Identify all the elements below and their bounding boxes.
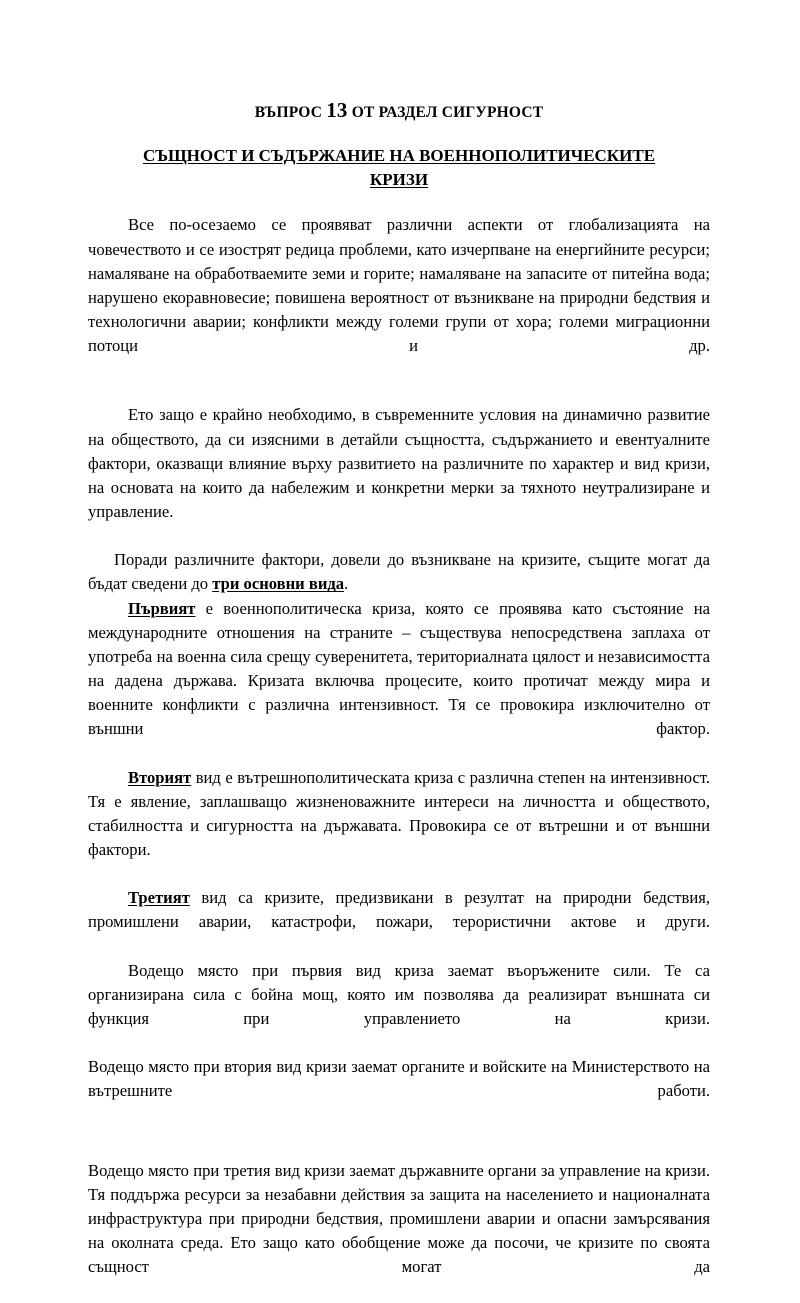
paragraph-three-types-text-before: Поради различните фактори, довели до възникване на кризите, същите могат да бъдат сведени до xyxy=(88,550,710,594)
page-subtitle xyxy=(88,144,710,192)
page-subtitle-line-2: КРИЗИ xyxy=(369,170,429,190)
emphasis-second: Вторият xyxy=(128,767,192,787)
paragraph-three-types xyxy=(88,548,710,596)
emphasis-third: Третият xyxy=(128,888,190,908)
page-title xyxy=(88,98,710,123)
paragraph-first-type xyxy=(88,597,710,766)
paragraph-intro: Все по-осезаемо се проявяват различни аспекти от глобализацията на човечеството и се изострят редица проблеми, като изчерпване на енергийните ресурси; намаляване на обработваемите земи и горите; намаляване на запасите от питейна вода; нарушено екоравновесие; повишена вероятност от възникване на природни бедствия и технологични аварии; конфликти между големи групи от хора; големи миграционни потоци и др. xyxy=(88,215,710,356)
page-title-prefix: ВЪПРОС xyxy=(254,104,327,121)
page-title-suffix: ОТ РАЗДЕЛ СИГУРНОСТ xyxy=(347,104,544,121)
paragraph-state-bodies: Водещо място при третия вид кризи заемат държавните органи за управление на кризи. Тя поддържа ресурси за незабавни действия за защита на населението и националната инфраструктура при природни бедствия, промишлени аварии и опасни замърсявания на околната среда. Ето защо като обобщение може да посочи, че кризите по своята същност могат да xyxy=(88,1160,710,1277)
paragraph-second-type-text: вид е вътрешнополитическата криза с различна степен на интензивност. Тя е явление, заплашващо жизненоважните интереси на личността и обществото, стабилността и сигурността на държавата. Провокира се от вътрешни и от външни фактори. xyxy=(88,767,710,859)
paragraph-interior-ministry: Водещо място при втория вид кризи заемат органите и войските на Министерството на вътрешните работи. xyxy=(88,1057,710,1101)
paragraph-third-type xyxy=(88,886,710,958)
paragraph-why: Ето защо е крайно необходимо, в съвременните условия на динамично развитие на обществото, да си изясними в детайли същността, съдържанието и евентуалните фактори, оказващи влияние върху развитието на различните по характер и вид кризи, на основата на които да набележим и конкретни мерки за тяхното неутрализиране и управление. xyxy=(88,405,710,521)
emphasis-three-basic-types: три основни вида xyxy=(212,574,345,594)
emphasis-first: Първият xyxy=(128,598,196,618)
page-subtitle-line-1: СЪЩНОСТ И СЪДЪРЖАНИЕ НА ВОЕННОПОЛИТИЧЕСКИТЕ xyxy=(142,146,656,166)
paragraph-second-type xyxy=(88,766,710,887)
paragraph-third-type-text: вид са кризите, предизвикани в резултат на природни бедствия, промишлени аварии, катастрофи, пожари, терористични актове и други. xyxy=(88,888,710,932)
paragraph-three-types-text-after: . xyxy=(344,574,349,594)
page-title-number: 13 xyxy=(326,98,348,122)
paragraph-first-type-text: е военнополитическа криза, която се проявява като състояние на международните отношения на страните – съществува непосредствена заплаха от употреба на военна сила срещу суверенитета, териториалната цялост и независимостта на дадена държава. Кризата включва процесите, които протичат между мира и военните конфликти с различна интензивност. Тя се провокира изключително от външни фактор. xyxy=(88,598,710,739)
paragraph-armed-forces: Водещо място при първия вид криза заемат въоръжените сили. Те са организирана сила с бойна мощ, която им позволява да реализират външната си функция при управлението на кризи. xyxy=(88,960,710,1028)
